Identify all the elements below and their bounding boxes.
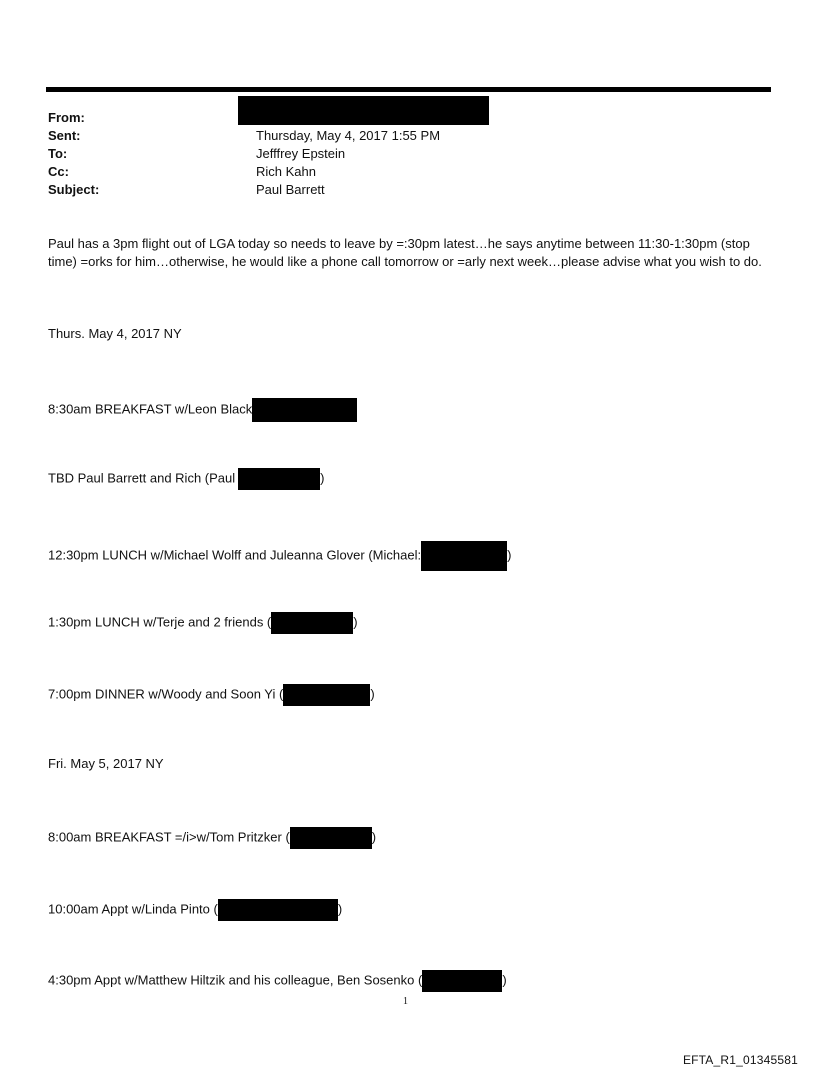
page-number: 1 — [403, 996, 408, 1007]
schedule-item — [48, 541, 511, 571]
cc-value: Rich Kahn — [256, 164, 316, 179]
from-label: From: — [48, 110, 85, 125]
cc-label: Cc: — [48, 164, 69, 179]
redaction-block — [271, 612, 353, 634]
schedule-item — [48, 612, 358, 634]
redaction-block — [290, 827, 372, 849]
schedule-item — [48, 827, 376, 849]
subject-value: Paul Barrett — [256, 182, 325, 197]
schedule-item — [48, 970, 507, 992]
day2-heading: Fri. May 5, 2017 NY — [48, 756, 164, 771]
document-id: EFTA_R1_01345581 — [682, 1053, 798, 1067]
redaction-block — [218, 899, 338, 921]
to-value: Jefffrey Epstein — [256, 146, 346, 161]
schedule-item-text: 8:00am BREAKFAST =/i>w/Tom Pritzker ( — [48, 829, 290, 845]
schedule-item-text: 12:30pm LUNCH w/Michael Wolff and Juleanna Glover (Michael: — [48, 547, 422, 563]
schedule-item — [48, 684, 375, 706]
sent-value: Thursday, May 4, 2017 1:55 PM — [256, 128, 441, 143]
subject-label: Subject: — [48, 182, 100, 197]
schedule-item — [48, 468, 324, 490]
schedule-item-text: 7:00pm DINNER w/Woody and Soon Yi ( — [48, 686, 284, 702]
redaction-block — [422, 970, 502, 992]
sent-label: Sent: — [48, 128, 81, 143]
header-rule — [46, 87, 771, 92]
schedule-item-close: ) — [320, 470, 325, 486]
schedule-item-close: ) — [353, 614, 358, 630]
to-label: To: — [48, 146, 68, 161]
schedule-item-close: ) — [502, 972, 507, 988]
schedule-item-text: TBD Paul Barrett and Rich (Paul — [48, 470, 236, 486]
redaction-block — [283, 684, 370, 706]
schedule-item-text: 4:30pm Appt w/Matthew Hiltzik and his colleague, Ben Sosenko ( — [48, 972, 423, 988]
redaction-block — [238, 468, 320, 490]
schedule-item — [48, 398, 357, 422]
body-paragraph: Paul has a 3pm flight out of LGA today so needs to leave by =:30pm latest…he says anytime between 11:30-1:30pm (stop time) =orks for him…otherwise, he would like a phone call tomorrow or =arly next week…please advise what you wish to do. — [48, 236, 762, 269]
from-redaction — [238, 96, 489, 125]
schedule-item-text: 10:00am Appt w/Linda Pinto ( — [48, 901, 218, 917]
redaction-block — [421, 541, 507, 571]
day1-heading: Thurs. May 4, 2017 NY — [48, 326, 182, 341]
schedule-item-text: 1:30pm LUNCH w/Terje and 2 friends ( — [48, 614, 272, 630]
schedule-item-close: ) — [507, 547, 512, 563]
schedule-item-close: ) — [370, 686, 375, 702]
schedule-item — [48, 899, 342, 921]
schedule-item-close: ) — [371, 829, 377, 845]
redaction-block — [252, 398, 357, 422]
schedule-item-close: ) — [337, 901, 343, 917]
schedule-item-text: 8:30am BREAKFAST w/Leon Black — [48, 401, 253, 417]
